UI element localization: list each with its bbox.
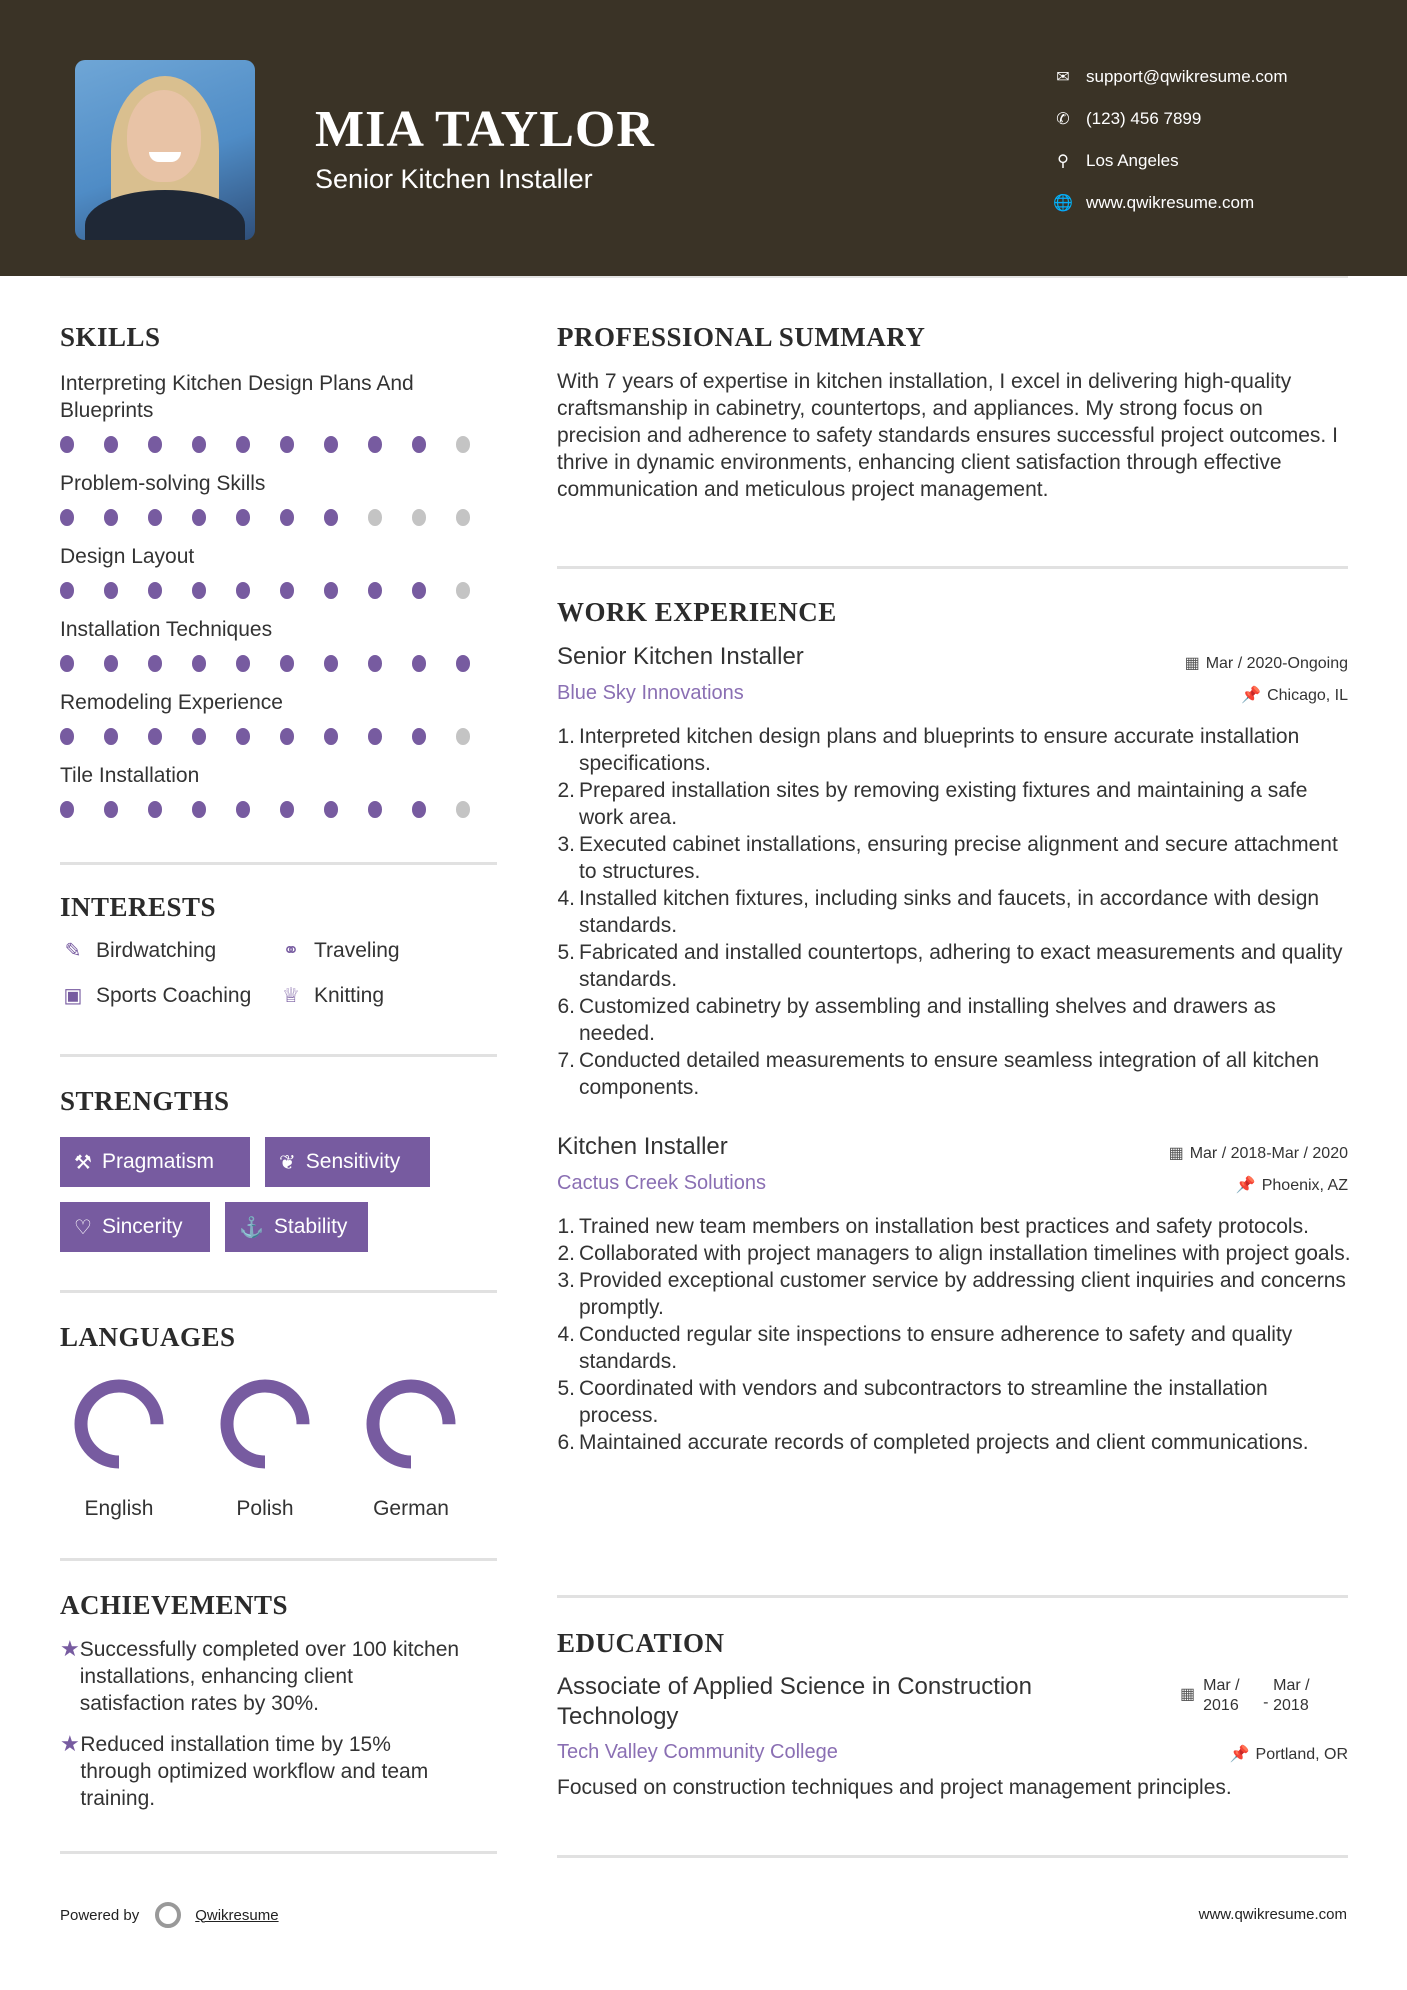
rating-dot [104,655,118,672]
skill-label: Tile Installation [60,764,200,787]
brand-link[interactable]: Qwikresume [195,1906,279,1924]
phone-icon: ✆ [1056,111,1070,128]
contact-list [1050,56,1288,224]
section-divider [60,1558,497,1561]
rating-dot [280,801,294,818]
rating-dot [324,582,338,599]
job-title: Senior Kitchen Installer [557,643,804,670]
job-location [1236,1175,1348,1195]
achievement-item [60,1636,460,1717]
rating-dot [280,728,294,745]
bullet-text: Installed kitchen fixtures, including sinks and faucets, in accordance with design standards. [579,887,1320,937]
degree-title: Associate of Applied Science in Construction Technology [557,1673,1032,1730]
job-bullet: 3. Executed cabinet installations, ensuring precise alignment and secure attachment to structures. [551,831,1351,885]
start-date: Mar / 2016 [1203,1677,1240,1714]
language-level-arc [373,1386,449,1462]
rating-dot [456,509,470,526]
skill-label: Problem-solving Skills [60,472,266,495]
skill-rating [60,509,500,526]
strength-tag [265,1137,430,1187]
rating-dot [324,436,338,453]
rating-dot [236,801,250,818]
rating-dot [368,582,382,599]
education-dates: ▦ Mar / 2016 - Mar / 2018 [1180,1676,1323,1716]
rating-dot [60,582,74,599]
section-divider [60,862,497,865]
interest-label: Sports Coaching [96,983,252,1007]
skill-rating [60,582,500,599]
rating-dot [60,728,74,745]
strength-tag [60,1202,210,1252]
strength-label: Sensitivity [305,1150,401,1173]
achievement-text: Reduced installation time by 15% through optimized workflow and team training. [80,1733,429,1810]
interest-item [60,983,251,1008]
rating-dot [104,582,118,599]
job-bullet: 1. Trained new team members on installation best practices and safety protocols. [557,1215,1309,1238]
globe-icon: 🌐 [1053,195,1073,212]
job-bullet: 7. Conducted detailed measurements to ensure seamless integration of all kitchen components. [551,1047,1351,1101]
rating-dot [280,436,294,453]
end-date: Mar / 2018 [1273,1677,1310,1714]
education-heading: EDUCATION [557,1628,725,1658]
rating-dot [412,436,426,453]
skill-rating [60,655,500,672]
language-ring [215,1374,315,1474]
interest-item [278,983,384,1008]
resume-header [0,0,1407,276]
calendar-icon: ▦ [1184,655,1200,672]
dates-text: Mar / 2020-Ongoing [1205,655,1348,672]
rating-dot [104,509,118,526]
rating-dot [192,801,206,818]
interest-label: Birdwatching [96,938,217,962]
languages-heading: LANGUAGES [60,1322,236,1352]
candidate-name: MIA TAYLOR [315,101,655,158]
bullet-text: Trained new team members on installation best practices and safety protocols. [579,1215,1309,1238]
bullet-text: Prepared installation sites by removing existing fixtures and maintaining a safe work area. [579,779,1308,829]
contact-email[interactable] [1050,56,1288,98]
job-bullet: 6. Maintained accurate records of completed projects and client communications. [557,1431,1309,1454]
email-text: support@qwikresume.com [1086,67,1288,86]
interests-heading: INTERESTS [60,892,217,922]
language-ring [69,1374,169,1474]
education-description: Focused on construction techniques and project management principles. [557,1776,1232,1799]
heart-icon: ♡ [74,1216,92,1239]
rating-dot [192,582,206,599]
pin-icon: 📌 [1241,687,1262,704]
skill-item [60,762,500,818]
section-divider [557,566,1348,569]
language-label: English [84,1497,154,1520]
achievement-text: Successfully completed over 100 kitchen installations, enhancing client satisfaction rates by 30%. [79,1638,460,1715]
job-bullet: 5. Coordinated with vendors and subcontractors to streamline the installation process. [551,1375,1351,1429]
bullet-text: Conducted detailed measurements to ensure seamless integration of all kitchen components. [579,1049,1320,1099]
briefcase-icon: ▣ [63,985,83,1007]
interest-item [278,938,400,963]
summary-heading: PROFESSIONAL SUMMARY [557,322,926,352]
strength-label: Stability [273,1215,348,1238]
job-location [1241,685,1348,705]
rating-dot [104,436,118,453]
skill-label: Installation Techniques [60,618,273,641]
rating-dot [148,728,162,745]
strength-label: Sincerity [101,1215,183,1238]
rating-dot [368,655,382,672]
school-name: Tech Valley Community College [557,1741,838,1763]
achievements-heading: ACHIEVEMENTS [60,1590,289,1620]
rating-dot [148,801,162,818]
rating-dot [148,655,162,672]
job-bullet: 4. Installed kitchen fixtures, including sinks and faucets, in accordance with design standards. [551,885,1351,939]
skill-item [60,470,500,526]
rating-dot [236,436,250,453]
company-name: Blue Sky Innovations [557,682,744,704]
job-bullet: 4. Conducted regular site inspections to ensure adherence to safety and quality standards. [551,1321,1351,1375]
rating-dot [368,436,382,453]
calendar-icon: ▦ [1180,1686,1196,1703]
contact-website[interactable] [1050,182,1288,224]
rating-dot [324,728,338,745]
interest-label: Knitting [314,983,385,1007]
section-divider [60,1054,497,1057]
gavel-icon: ⚒ [74,1151,92,1174]
job-dates [1169,1143,1348,1163]
location-text: Portland, OR [1255,1746,1348,1763]
skill-item [60,616,500,672]
job-bullet: 3. Provided exceptional customer service by addressing client inquiries and concerns promptly. [551,1267,1351,1321]
skill-item [60,543,500,599]
header-divider [60,276,1348,278]
strength-label: Pragmatism [101,1150,214,1173]
dates-text: Mar / 2018-Mar / 2020 [1189,1145,1348,1162]
skill-rating [60,801,500,818]
rating-dot [456,801,470,818]
trophy-icon: ♕ [282,985,300,1007]
rating-dot [324,655,338,672]
rating-dot [236,582,250,599]
binoculars-icon: ⚭ [282,940,300,962]
language-level-arc [81,1386,157,1462]
strength-tag [225,1202,368,1252]
job-bullet: 2. Collaborated with project managers to align installation timelines with project goals. [557,1242,1351,1265]
rating-dot [60,801,74,818]
rating-dot [192,655,206,672]
summary-text: With 7 years of expertise in kitchen installation, I excel in delivering high-quality craftsmanship in cabinetry, countertops, and appliances. My strong focus on precision and adherence to safety standards ensures successful project outcomes. I thrive in dynamic environments, enhancing client satisfaction through effective communication and meticulous project management. [557,370,1338,501]
pin-icon: 📌 [1235,1177,1256,1194]
map-pin-icon: ⚲ [1057,153,1069,170]
job-bullet: 6. Customized cabinetry by assembling and installing shelves and drawers as needed. [551,993,1351,1047]
experience-heading: WORK EXPERIENCE [557,597,837,627]
skill-label: Remodeling Experience [60,691,283,714]
rating-dot [412,509,426,526]
calendar-icon: ▦ [1168,1145,1184,1162]
bullet-text: Interpreted kitchen design plans and blueprints to ensure accurate installation specifications. [579,725,1300,775]
contact-phone[interactable] [1050,98,1288,140]
education-location [1230,1744,1348,1764]
language-level-arc [227,1386,303,1462]
contact-location [1050,140,1288,182]
rating-dot [280,582,294,599]
section-divider [557,1595,1348,1598]
language-item [200,1374,330,1521]
edit-icon: ✎ [64,940,82,962]
bullet-text: Executed cabinet installations, ensuring precise alignment and secure attachment to structures. [579,833,1338,883]
profile-photo [75,60,255,240]
rating-dot [456,582,470,599]
bullet-text: Customized cabinetry by assembling and installing shelves and drawers as needed. [579,995,1276,1045]
rating-dot [324,801,338,818]
interest-label: Traveling [314,938,400,962]
rating-dot [280,509,294,526]
rating-dot [148,436,162,453]
website-text: www.qwikresume.com [1086,193,1255,212]
rating-dot [368,801,382,818]
brand-logo-icon [155,1902,181,1928]
rating-dot [236,655,250,672]
strengths-heading: STRENGTHS [60,1086,230,1116]
bullet-text: Conducted regular site inspections to ensure adherence to safety and quality standards. [579,1323,1293,1373]
footer-powered [60,1902,279,1928]
job-bullets [551,723,1351,1101]
interest-item [60,938,216,963]
footer-website[interactable]: www.qwikresume.com [1198,1906,1347,1923]
job-bullets [551,1213,1351,1456]
skills-heading: SKILLS [60,322,161,352]
bullet-text: Provided exceptional customer service by addressing client inquiries and concerns promptly. [579,1269,1346,1319]
location-text: Phoenix, AZ [1261,1177,1348,1194]
location-text: Chicago, IL [1267,687,1348,704]
language-ring [361,1374,461,1474]
rating-dot [104,801,118,818]
leaf-icon: ❦ [279,1151,296,1174]
bullet-text: Collaborated with project managers to align installation timelines with project goals. [579,1242,1351,1265]
rating-dot [412,582,426,599]
job-bullet: 1. Interpreted kitchen design plans and blueprints to ensure accurate installation specifications. [551,723,1351,777]
bullet-text: Maintained accurate records of completed projects and client communications. [579,1431,1309,1454]
powered-by-label: Powered by [60,1906,140,1924]
skill-rating [60,728,500,745]
rating-dot [456,728,470,745]
rating-dot [368,509,382,526]
rating-dot [236,509,250,526]
rating-dot [60,509,74,526]
rating-dot [456,436,470,453]
location-text: Los Angeles [1086,151,1179,170]
rating-dot [104,728,118,745]
skill-label: Interpreting Kitchen Design Plans And Blueprints [60,372,414,422]
phone-text: (123) 456 7899 [1086,109,1202,128]
skill-rating [60,436,500,453]
rating-dot [324,509,338,526]
rating-dot [192,436,206,453]
skill-item [60,370,500,453]
rating-dot [412,655,426,672]
rating-dot [456,655,470,672]
candidate-role: Senior Kitchen Installer [315,164,593,194]
company-name: Cactus Creek Solutions [557,1172,766,1194]
strength-tag [60,1137,250,1187]
rating-dot [412,728,426,745]
section-divider [557,1855,1348,1858]
achievement-item [60,1731,460,1812]
job-bullet: 5. Fabricated and installed countertops, adhering to exact measurements and quality standards. [551,939,1351,993]
job-dates [1185,653,1348,673]
language-label: German [373,1497,449,1520]
rating-dot [412,801,426,818]
rating-dot [148,509,162,526]
rating-dot [368,728,382,745]
star-icon: ★ [60,1636,80,1661]
language-item [54,1374,184,1521]
section-divider [60,1851,497,1854]
skill-item [60,689,500,745]
rating-dot [192,509,206,526]
rating-dot [60,436,74,453]
anchor-icon: ⚓ [239,1216,264,1239]
rating-dot [148,582,162,599]
job-title: Kitchen Installer [557,1133,728,1160]
bullet-text: Fabricated and installed countertops, adhering to exact measurements and quality standards. [579,941,1343,991]
rating-dot [192,728,206,745]
language-label: Polish [236,1497,294,1520]
skill-label: Design Layout [60,545,195,568]
section-divider [60,1290,497,1293]
pin-icon: 📌 [1229,1746,1250,1763]
rating-dot [60,655,74,672]
bullet-text: Coordinated with vendors and subcontractors to streamline the installation process. [579,1377,1268,1427]
envelope-icon: ✉ [1056,69,1070,86]
rating-dot [236,728,250,745]
star-icon: ★ [60,1731,80,1756]
rating-dot [280,655,294,672]
language-item [346,1374,476,1521]
job-bullet: 2. Prepared installation sites by removing existing fixtures and maintaining a safe work area. [551,777,1351,831]
